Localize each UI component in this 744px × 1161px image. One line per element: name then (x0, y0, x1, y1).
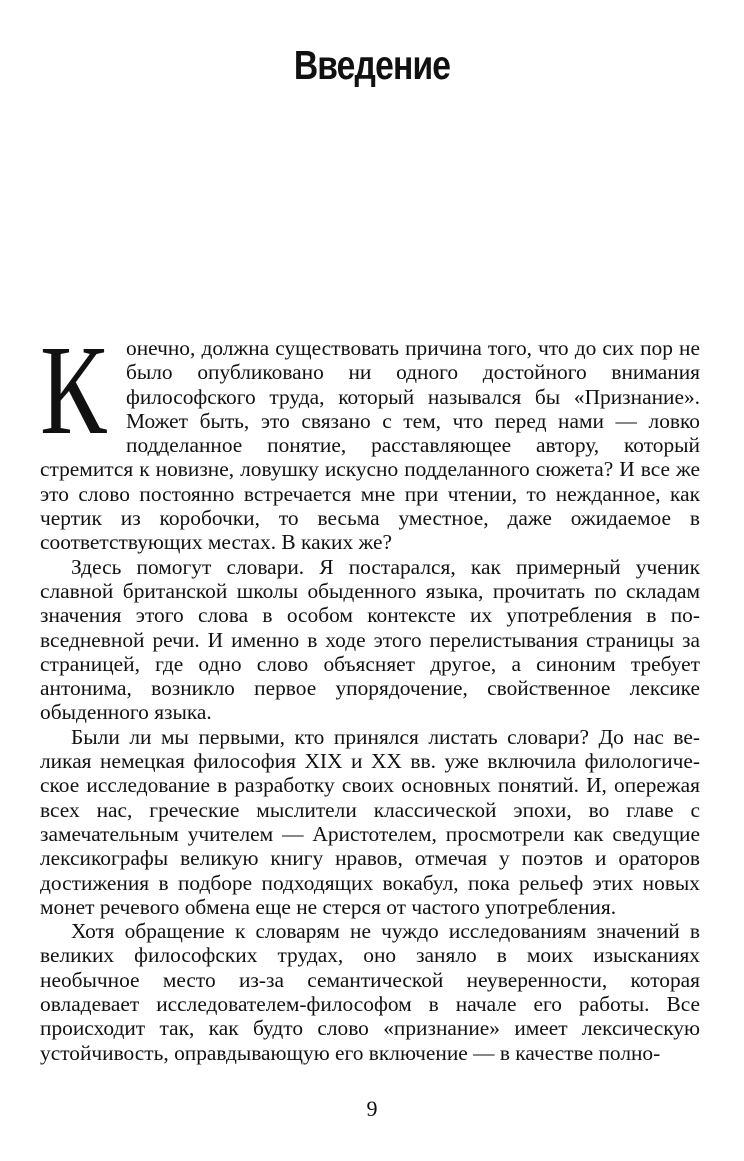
paragraph-3: Были ли мы первыми, кто принялся листать словари? До нас великая немецкая философия XIX и XX вв. уже включила филологическое исследование в разработку своих основных понятий. И, опережая всех нас, греческие мыслители классической эпохи, во главе с замечательным учителем — Аристотелем, просмотрели как сведущие лексикографы великую книгу нравов, отмечая у поэтов и ораторов достижения в подборе подходящих вокабул, пока рельеф этих новых монет речевого обмена еще не стерся от частого употребления. (40, 724, 700, 919)
paragraph-1-text: онечно, должна существовать причина того, что до сих пор не было опубликовано ни одного достойного внимания философского труда, который назывался бы «Признание». Может быть, это связано с тем, что перед нами — ловко подделанное понятие, расставляющее автору, который стремится к новизне, ловушку искусно подделанного сюжета? И все же это слово постоянно встречается мне при чтении, то нежданное, как чертик из коробочки, то весьма уместное, даже ожидаемое в соответствующих местах. В каких же? (40, 336, 700, 555)
body-text (40, 319, 700, 1065)
paragraph-4: Хотя обращение к словарям не чуждо исследованиям значений в великих философских трудах, оно заняло в моих изысканиях необычное место из-за семантической неуверенности, которая овладевает исследователем-философом в начале его работы. Все происходит так, как будто слово «признание» имеет лексическую устойчивость, оправдывающую его включение — в качестве полно- (40, 919, 700, 1065)
paragraph-1 (40, 319, 700, 555)
chapter-title: Введение (293, 42, 451, 88)
page-number: 9 (366, 1096, 378, 1121)
paragraph-2: Здесь помогут словари. Я постарался, как примерный ученик славной британской школы обыденного языка, прочитать по складам значения этого слова в особом контексте их употребления в повседневной речи. И именно в ходе этого перелистывания страницы за страницей, где одно слово объясняет другое, а синоним требует антонима, возникло первое упорядочение, свойственное лексике обыденного языка. (40, 554, 700, 725)
drop-cap: К (40, 319, 107, 461)
